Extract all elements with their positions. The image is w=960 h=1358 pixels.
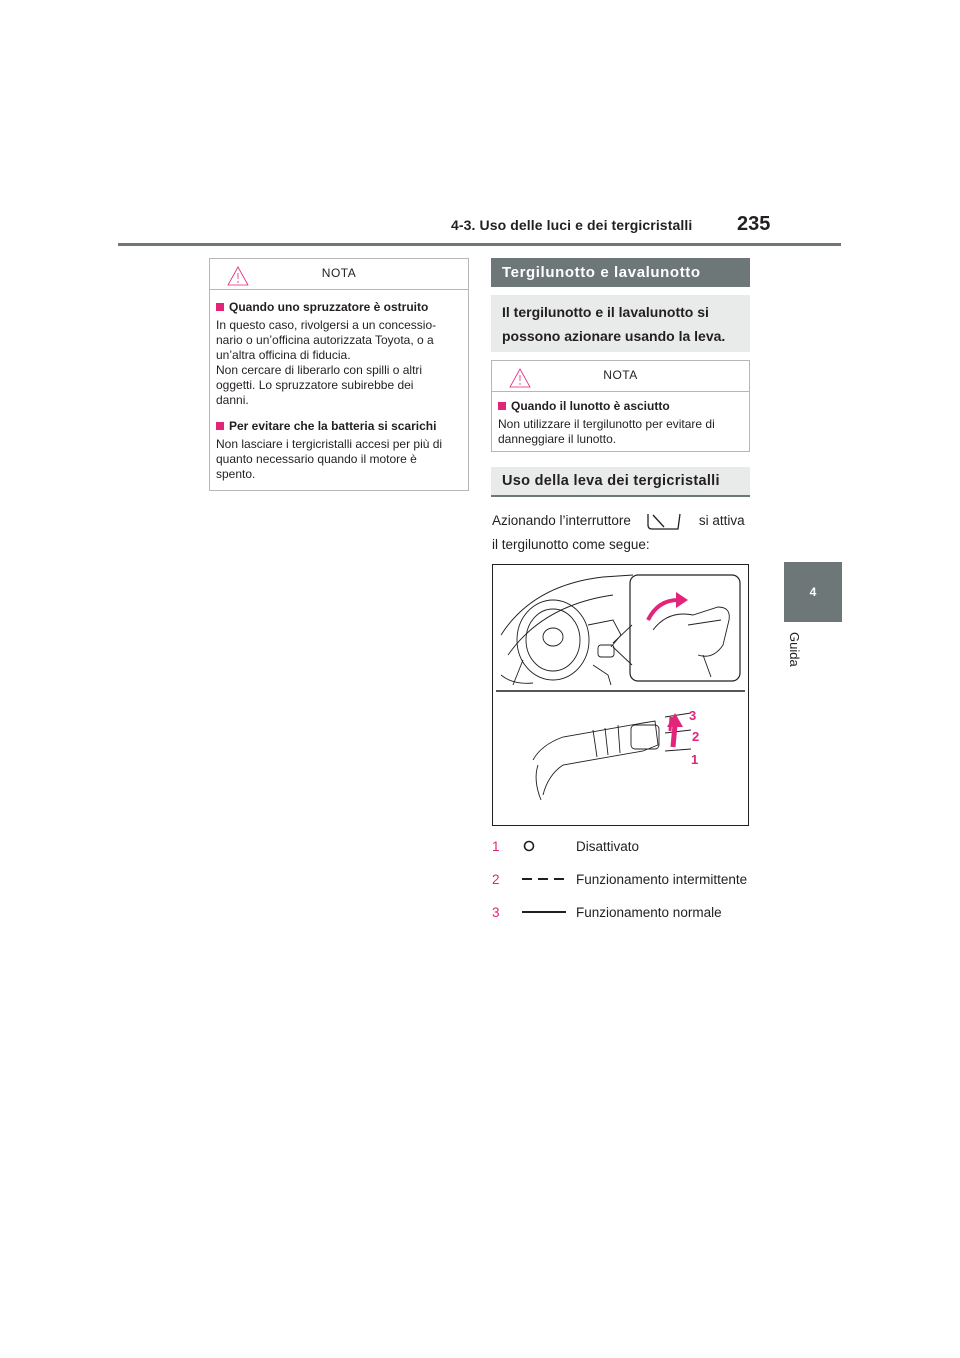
legend-text: Funzionamento normale [576, 904, 722, 920]
note-body [492, 392, 749, 453]
off-circle-icon [522, 839, 576, 853]
note-header [492, 361, 749, 392]
note-item-title: Per evitare che la batteria si scarichi [216, 419, 462, 434]
note-text-line: Non utilizzare il tergilunotto per evitare di [498, 417, 715, 431]
body-line: il tergilunotto come segue: [492, 537, 650, 552]
note-text-line: Non lasciare i tergicristalli accesi per più di [216, 437, 443, 451]
note-text-line: oggetti. Lo spruzzatore subirebbe dei [216, 378, 414, 392]
note-text-line: nario o un’officina autorizzata Toyota, o a [216, 333, 434, 347]
note-text-line: danneggiare il lunotto. [498, 432, 617, 446]
section-heading: Tergilunotto e lavalunotto [491, 258, 750, 287]
callout-1: 1 [691, 752, 699, 767]
page-number: 235 [737, 213, 771, 235]
note-header [210, 259, 468, 290]
subsection-body [492, 509, 754, 557]
note-item-title: Quando uno spruzzatore è ostruito [216, 300, 462, 315]
legend-number: 2 [492, 871, 500, 887]
chapter-label: Guida [787, 632, 802, 667]
dashed-line-icon [522, 876, 576, 882]
intro-line: Il tergilunotto e il lavalunotto si [502, 304, 709, 320]
legend-item-intermittent [492, 869, 747, 889]
square-bullet-icon [216, 303, 224, 311]
solid-line-icon [522, 909, 576, 915]
header-rule [118, 243, 841, 246]
square-bullet-icon [498, 402, 506, 410]
legend-number: 1 [492, 838, 500, 854]
wiper-lever-illustration [492, 564, 749, 826]
note-label: NOTA [321, 266, 357, 280]
lever-drawing [493, 565, 748, 825]
legend-item-normal [492, 902, 722, 922]
legend-item-off [492, 836, 639, 856]
note-body [210, 290, 468, 488]
section-title: 4-3. Uso delle luci e dei tergicristalli [451, 217, 693, 233]
body-line: Azionando l’interruttore si attiva [492, 509, 754, 533]
note-text-line: quanto necessario quando il motore è [216, 452, 417, 466]
callout-3: 3 [689, 708, 697, 723]
warning-icon [227, 266, 249, 286]
section-intro-panel [491, 295, 750, 352]
note-item-title: Quando il lunotto è asciutto [498, 399, 743, 414]
legend-number: 3 [492, 904, 500, 920]
chapter-tab[interactable] [784, 562, 842, 622]
note-text-line: Non cercare di liberarlo con spilli o altri [216, 363, 423, 377]
note-label: NOTA [603, 368, 638, 382]
legend-text: Funzionamento intermittente [576, 871, 748, 887]
legend-text: Disattivato [576, 838, 640, 854]
note-text-line: un’altra officina di fiducia. [216, 348, 351, 362]
rear-wiper-switch-icon [645, 511, 683, 531]
warning-icon [509, 368, 531, 388]
note-text-line: In questo caso, rivolgersi a un concessio- [216, 318, 437, 332]
left-note-box [209, 258, 469, 491]
square-bullet-icon [216, 422, 224, 430]
subsection-heading: Uso della leva dei tergicristalli [491, 467, 750, 497]
intro-line: possono azionare usando la leva. [502, 328, 726, 344]
note-text-line: spento. [216, 467, 256, 481]
chapter-number: 4 [809, 585, 817, 599]
note-text-line: danni. [216, 393, 249, 407]
callout-2: 2 [692, 729, 700, 744]
right-note-box [491, 360, 750, 452]
